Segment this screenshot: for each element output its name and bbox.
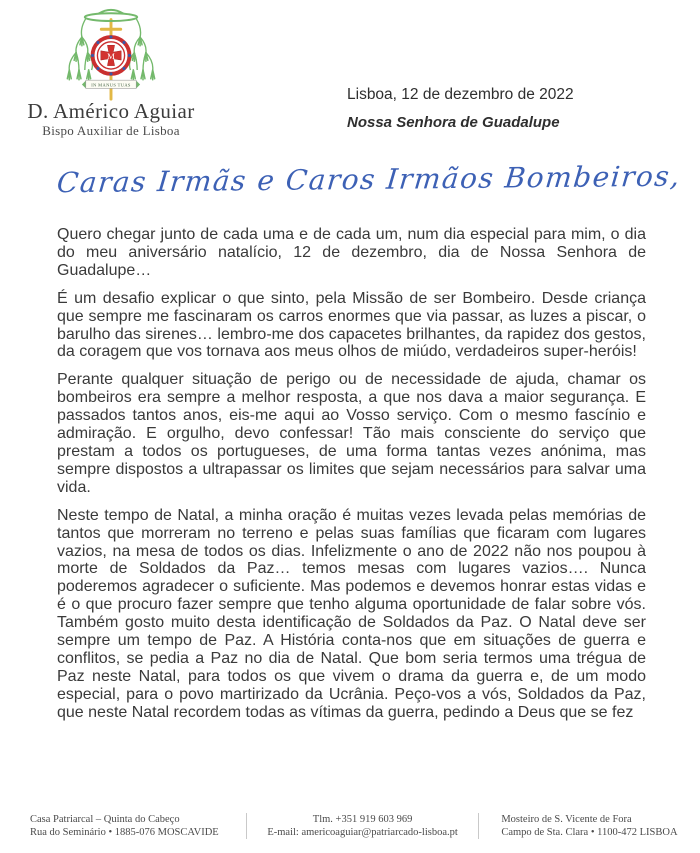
- feast-day: Nossa Senhora de Guadalupe: [347, 114, 560, 131]
- emblem-icon: [91, 35, 131, 75]
- handwritten-salutation: Caras Irmãs e Caros Irmãos Bombeiros,: [55, 159, 683, 200]
- paragraph-3: Perante qualquer situação de perigo ou de necessidade de ajuda, chamar os bombeiros era sempre a melhor resposta, a que nos dava a maior segurança. E passados tantos anos, eis-me aqui ao Vosso serviço. Com o mesmo fascínio e admiração. E orgulho, devo confessar! Tão mais consciente do serviço que prestam a todos os portugueses, de uma forma tantas vezes anónima, mas sempre dispostos a ultrapassar os limites que sejam necessários para salvar uma vida.: [57, 371, 646, 496]
- footer-right-line1: Mosteiro de S. Vicente de Fora: [501, 814, 632, 825]
- date-block: [347, 86, 677, 132]
- footer-address-left: [0, 813, 246, 839]
- footer-email: E-mail: americoaguiar@patriarcado-lisboa.pt: [267, 827, 458, 838]
- footer-left-line2: Rua do Seminário • 1885-076 MOSCAVIDE: [30, 827, 219, 838]
- footer-address-right: [479, 813, 700, 839]
- motto-text: IN MANUS TUAS: [91, 82, 131, 88]
- footer-contact-center: [246, 813, 479, 839]
- bishop-coat-of-arms-icon: [50, 5, 172, 102]
- footer-phone: Tlm. +351 919 603 969: [312, 814, 413, 825]
- place-and-date: Lisboa, 12 de dezembro de 2022: [347, 86, 574, 103]
- bishop-name: D. Américo Aguiar: [27, 99, 195, 123]
- letterhead-name-block: [0, 99, 222, 139]
- paragraph-2: É um desafio explicar o que sinto, pela Missão de ser Bombeiro. Desde criança que sempre me fascinaram os carros enormes que via passar, as luzes a piscar, o barulho das sirenes… lembro-me dos capacetes brilhantes, da rapidez dos gestos, da coragem que vos tornava aos meus olhos de miúdo, verdadeiros super-heróis!: [57, 289, 646, 361]
- motto-banner-icon: [82, 80, 140, 88]
- footer-right-line2: Campo de Sta. Clara • 1100-472 LISBOA: [501, 827, 678, 838]
- footer-left-line1: Casa Patriarcal – Quinta do Cabeço: [30, 814, 180, 825]
- paragraph-4: Neste tempo de Natal, a minha oração é muitas vezes levada pelas memórias de tantos que morreram no terreno e pelas suas famílias que ficaram com lugares vazios, na mesa de todos os dias. Infelizmente o ano de 2022 não nos poupou à morte de Soldados da Paz… temos mesas com lugares vazios…. Nunca poderemos agradecer o suficiente. Mas podemos e devemos honrar estas vidas e é o que procuro fazer sempre que tenho alguma oportunidade de falar sobre vós. Também gosto muito desta identificação de Soldados da Paz. O Natal deve ser sempre um tempo de Paz. A História conta-nos que em situações de guerra e conflitos, se pedia a Paz no dia de Natal. Que bom seria termos uma trégua de Paz neste Natal, para todos os que vivem o drama da guerra e, de um modo especial, para o povo martirizado da Ucrânia. Peço-vos a vós, Soldados da Paz, que neste Natal recordem todas as vítimas da guerra, pedindo a Deus que se fez: [57, 506, 646, 721]
- bishop-title: Bispo Auxiliar de Lisboa: [42, 123, 180, 138]
- letter-body: [57, 226, 646, 732]
- letterhead-footer: [0, 813, 700, 839]
- emblem-monogram: M: [107, 50, 115, 61]
- paragraph-1: Quero chegar junto de cada uma e de cada um, num dia especial para mim, o dia do meu aniversário natalício, 12 de dezembro, dia de Nossa Senhora de Guadalupe…: [57, 226, 646, 279]
